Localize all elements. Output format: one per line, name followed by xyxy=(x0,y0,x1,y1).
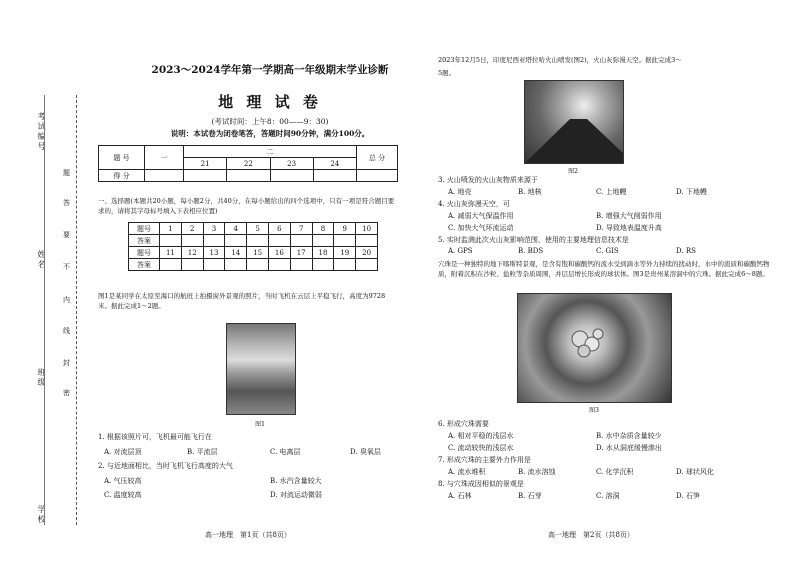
class-label: 班级 xyxy=(37,368,46,388)
answer-number-cell: 3 xyxy=(203,223,225,235)
exam-title: 2023～2024学年第一学期高一年级期末学业诊断 xyxy=(151,64,389,76)
score-col-one: 一 xyxy=(145,146,184,170)
q2-option-a[interactable]: A. 气压较高 xyxy=(104,477,142,485)
answer-number-cell: 15 xyxy=(247,247,269,259)
volcano-shape xyxy=(525,81,623,163)
q6-option-d[interactable]: D. 水从洞底缓慢渗出 xyxy=(596,444,662,452)
score-row-label: 得 分 xyxy=(99,170,145,182)
q2-option-c[interactable]: C. 温度较高 xyxy=(104,491,142,499)
answer-number-cell: 12 xyxy=(181,247,203,259)
answer-fill-cell[interactable] xyxy=(203,235,225,247)
answer-fill-cell[interactable] xyxy=(356,235,378,247)
subject-title: 地 理 试 卷 xyxy=(218,93,322,111)
answer-fill-cell[interactable] xyxy=(160,235,182,247)
question-5: 5. 实时监测此次火山灰影响范围，使用的主要地理信息技术是 xyxy=(438,236,629,244)
answer-fill-cell[interactable] xyxy=(334,235,356,247)
seal-char: 答 xyxy=(63,199,70,207)
binding-strip xyxy=(0,0,95,563)
q8-option-b[interactable]: B. 石芽 xyxy=(518,492,542,500)
q5-option-c[interactable]: C. GIS xyxy=(596,247,619,255)
answer-number-cell: 1 xyxy=(160,223,182,235)
q4-option-c[interactable]: C. 加快大气环流运动 xyxy=(448,224,514,232)
q7-option-b[interactable]: B. 流水溶蚀 xyxy=(518,468,556,476)
answer-number-cell: 14 xyxy=(225,247,247,259)
answer-fill-cell[interactable] xyxy=(334,259,356,271)
answer-number-cell: 4 xyxy=(225,223,247,235)
seal-char: 封 xyxy=(63,359,70,367)
answer-number-cell: 7 xyxy=(290,223,312,235)
answer-fill-cell[interactable] xyxy=(247,259,269,271)
score-cell[interactable] xyxy=(270,170,313,182)
question-2: 2. 与近地面相比，当时飞机飞行高度的大气 xyxy=(98,462,233,470)
figure-1-caption: 图1 xyxy=(255,421,265,428)
question-7: 7. 形成穴珠的主要外力作用是 xyxy=(438,456,531,464)
answer-number-row xyxy=(129,247,378,259)
q1-option-c[interactable]: C. 电离层 xyxy=(270,448,301,456)
q4-option-b[interactable]: B. 增强大气削弱作用 xyxy=(596,212,662,220)
answer-fill-cell[interactable] xyxy=(181,259,203,271)
q7-option-d[interactable]: D. 球状风化 xyxy=(676,468,714,476)
q3-option-a[interactable]: A. 地壳 xyxy=(448,188,472,196)
q5-option-b[interactable]: B. BDS xyxy=(518,247,544,255)
passage-3: 穴珠是一种独特的地下喀斯特景观，是含有饱和碳酸钙的流水受到滴水等外力持续的扰动时，水中的流质和碳酸钙物质，附着沉积在沙粒、盐粒等杂质周围，并层层增长形成的球状体。图3是贵州某溶洞中的穴珠。据此完成6～8题。 xyxy=(438,260,770,278)
score-cell[interactable] xyxy=(145,170,184,182)
score-sub: 24 xyxy=(313,158,356,170)
q2-option-d[interactable]: D. 对流运动微弱 xyxy=(270,491,322,499)
figure-2-photo xyxy=(524,80,624,164)
answer-number-cell: 18 xyxy=(312,247,334,259)
score-sub: 23 xyxy=(270,158,313,170)
answer-table xyxy=(128,222,378,271)
answer-fill-cell[interactable] xyxy=(247,235,269,247)
answer-fill-cell[interactable] xyxy=(290,235,312,247)
seal-char: 密 xyxy=(63,389,70,397)
q8-option-d[interactable]: D. 石笋 xyxy=(676,492,700,500)
passage-2-line1: 2023年12月5日，印度尼西亚塔拉哈火山喷发(图2)，火山灰弥漫天空。据此完成3～ xyxy=(438,56,682,64)
answer-fill-label: 答案 xyxy=(129,259,160,271)
exam-no-label: 考试编号 xyxy=(37,112,46,152)
q3-option-d[interactable]: D. 下地幔 xyxy=(676,188,707,196)
answer-number-cell: 16 xyxy=(268,247,290,259)
q6-option-b[interactable]: B. 水中杂质含量较少 xyxy=(596,432,662,440)
score-col-total: 总 分 xyxy=(357,146,398,170)
figure-3-photo xyxy=(517,293,672,403)
answer-fill-cell[interactable] xyxy=(225,259,247,271)
q4-option-a[interactable]: A. 减弱大气保温作用 xyxy=(448,212,514,220)
q4-option-d[interactable]: D. 导致地表温度升高 xyxy=(596,224,662,232)
cave-pearls-shape xyxy=(518,294,671,402)
q1-option-d[interactable]: D. 臭氧层 xyxy=(350,448,381,456)
answer-number-cell: 11 xyxy=(160,247,182,259)
answer-fill-cell[interactable] xyxy=(312,259,334,271)
binding-line xyxy=(44,95,45,525)
section1-intro: 一、选择题(本题共20小题，每小题2分，共40分，在每小题给出的四个选项中，只有一项是符合题目要求的，请将其字母标号填入下表相应位置) xyxy=(98,197,395,215)
answer-fill-cell[interactable] xyxy=(356,259,378,271)
question-8: 8. 与穴珠成因相似的景观是 xyxy=(438,480,524,488)
seal-char: 不 xyxy=(63,263,70,271)
q5-option-a[interactable]: A. GPS xyxy=(448,247,473,255)
q7-option-c[interactable]: C. 化学沉积 xyxy=(596,468,634,476)
answer-fill-cell[interactable] xyxy=(268,235,290,247)
school-label: 学校 xyxy=(37,505,46,525)
score-cell[interactable] xyxy=(313,170,356,182)
answer-number-cell: 2 xyxy=(181,223,203,235)
figure-3-caption: 图3 xyxy=(589,407,599,414)
answer-fill-row xyxy=(129,259,378,271)
answer-fill-cell[interactable] xyxy=(312,235,334,247)
q3-option-c[interactable]: C. 上地幔 xyxy=(596,188,627,196)
answer-number-cell: 8 xyxy=(312,223,334,235)
answer-number-cell: 5 xyxy=(247,223,269,235)
score-col-two: 二 xyxy=(184,146,357,158)
score-cell[interactable] xyxy=(227,170,270,182)
figure-1-photo xyxy=(226,323,296,415)
question-4: 4. 火山灰弥漫天空，可 xyxy=(438,200,510,208)
q3-option-b[interactable]: B. 地核 xyxy=(518,188,542,196)
answer-number-cell: 19 xyxy=(334,247,356,259)
question-6: 6. 形成穴珠需要 xyxy=(438,420,489,428)
q5-option-d[interactable]: D. RS xyxy=(676,247,696,255)
answer-fill-cell[interactable] xyxy=(290,259,312,271)
q2-option-b[interactable]: B. 水汽含量较大 xyxy=(270,477,322,485)
q6-option-a[interactable]: A. 相对平稳的浅层水 xyxy=(448,432,514,440)
answer-fill-cell[interactable] xyxy=(225,235,247,247)
q8-option-c[interactable]: C. 溶洞 xyxy=(596,492,620,500)
answer-fill-cell[interactable] xyxy=(203,259,225,271)
answer-number-cell: 17 xyxy=(290,247,312,259)
footer-page-2: 高一地理 第2页（共8页） xyxy=(548,531,634,539)
seal-char: 要 xyxy=(63,231,70,239)
answer-fill-row xyxy=(129,235,378,247)
answer-fill-cell[interactable] xyxy=(268,259,290,271)
score-cell[interactable] xyxy=(357,170,398,182)
score-col-title: 题 号 xyxy=(99,146,145,170)
answer-number-cell: 20 xyxy=(356,247,378,259)
seal-char: 线 xyxy=(63,327,70,335)
q8-option-a[interactable]: A. 石林 xyxy=(448,492,472,500)
score-table xyxy=(98,145,398,182)
q7-option-a[interactable]: A. 流水堆积 xyxy=(448,468,486,476)
exam-time: (考试时间：上午8：00——9：30) xyxy=(211,117,329,126)
score-sub: 21 xyxy=(184,158,227,170)
passage-1: 图1是某同学在太原至海口的航班上拍摄窗外景观的照片，当时飞机在云层上平稳飞行，高度为9728米。据此完成1～2题。 xyxy=(98,292,386,310)
answer-number-cell: 9 xyxy=(334,223,356,235)
seal-char: 内 xyxy=(63,296,70,304)
answer-number-cell: 10 xyxy=(356,223,378,235)
answer-row-label: 题号 xyxy=(129,223,160,235)
seal-char: 题 xyxy=(63,169,70,177)
exam-notice: 说明：本试卷为闭卷笔答，答题时间90分钟，满分100分。 xyxy=(170,129,370,138)
answer-fill-label: 答案 xyxy=(129,235,160,247)
answer-number-cell: 6 xyxy=(268,223,290,235)
question-1: 1. 根据该照片可，飞机最可能飞行在 xyxy=(98,433,212,441)
q1-option-a[interactable]: A. 对流层顶 xyxy=(104,448,142,456)
score-cell[interactable] xyxy=(184,170,227,182)
answer-number-row xyxy=(129,223,378,235)
figure-2-caption: 图2 xyxy=(568,168,578,175)
name-label: 姓名 xyxy=(37,250,46,270)
question-3: 3. 火山喷发的火山灰物质来源于 xyxy=(438,176,538,184)
answer-fill-cell[interactable] xyxy=(160,259,182,271)
q1-option-b[interactable]: B. 平流层 xyxy=(187,448,218,456)
passage-2-line2: 5题。 xyxy=(438,69,456,77)
answer-fill-cell[interactable] xyxy=(181,235,203,247)
answer-row-label: 题号 xyxy=(129,247,160,259)
score-sub: 22 xyxy=(227,158,270,170)
answer-number-cell: 13 xyxy=(203,247,225,259)
q6-option-c[interactable]: C. 流动较快的浅层水 xyxy=(448,444,514,452)
seal-dashed-line xyxy=(76,95,77,525)
footer-page-1: 高一地理 第1页（共8页） xyxy=(205,531,291,539)
